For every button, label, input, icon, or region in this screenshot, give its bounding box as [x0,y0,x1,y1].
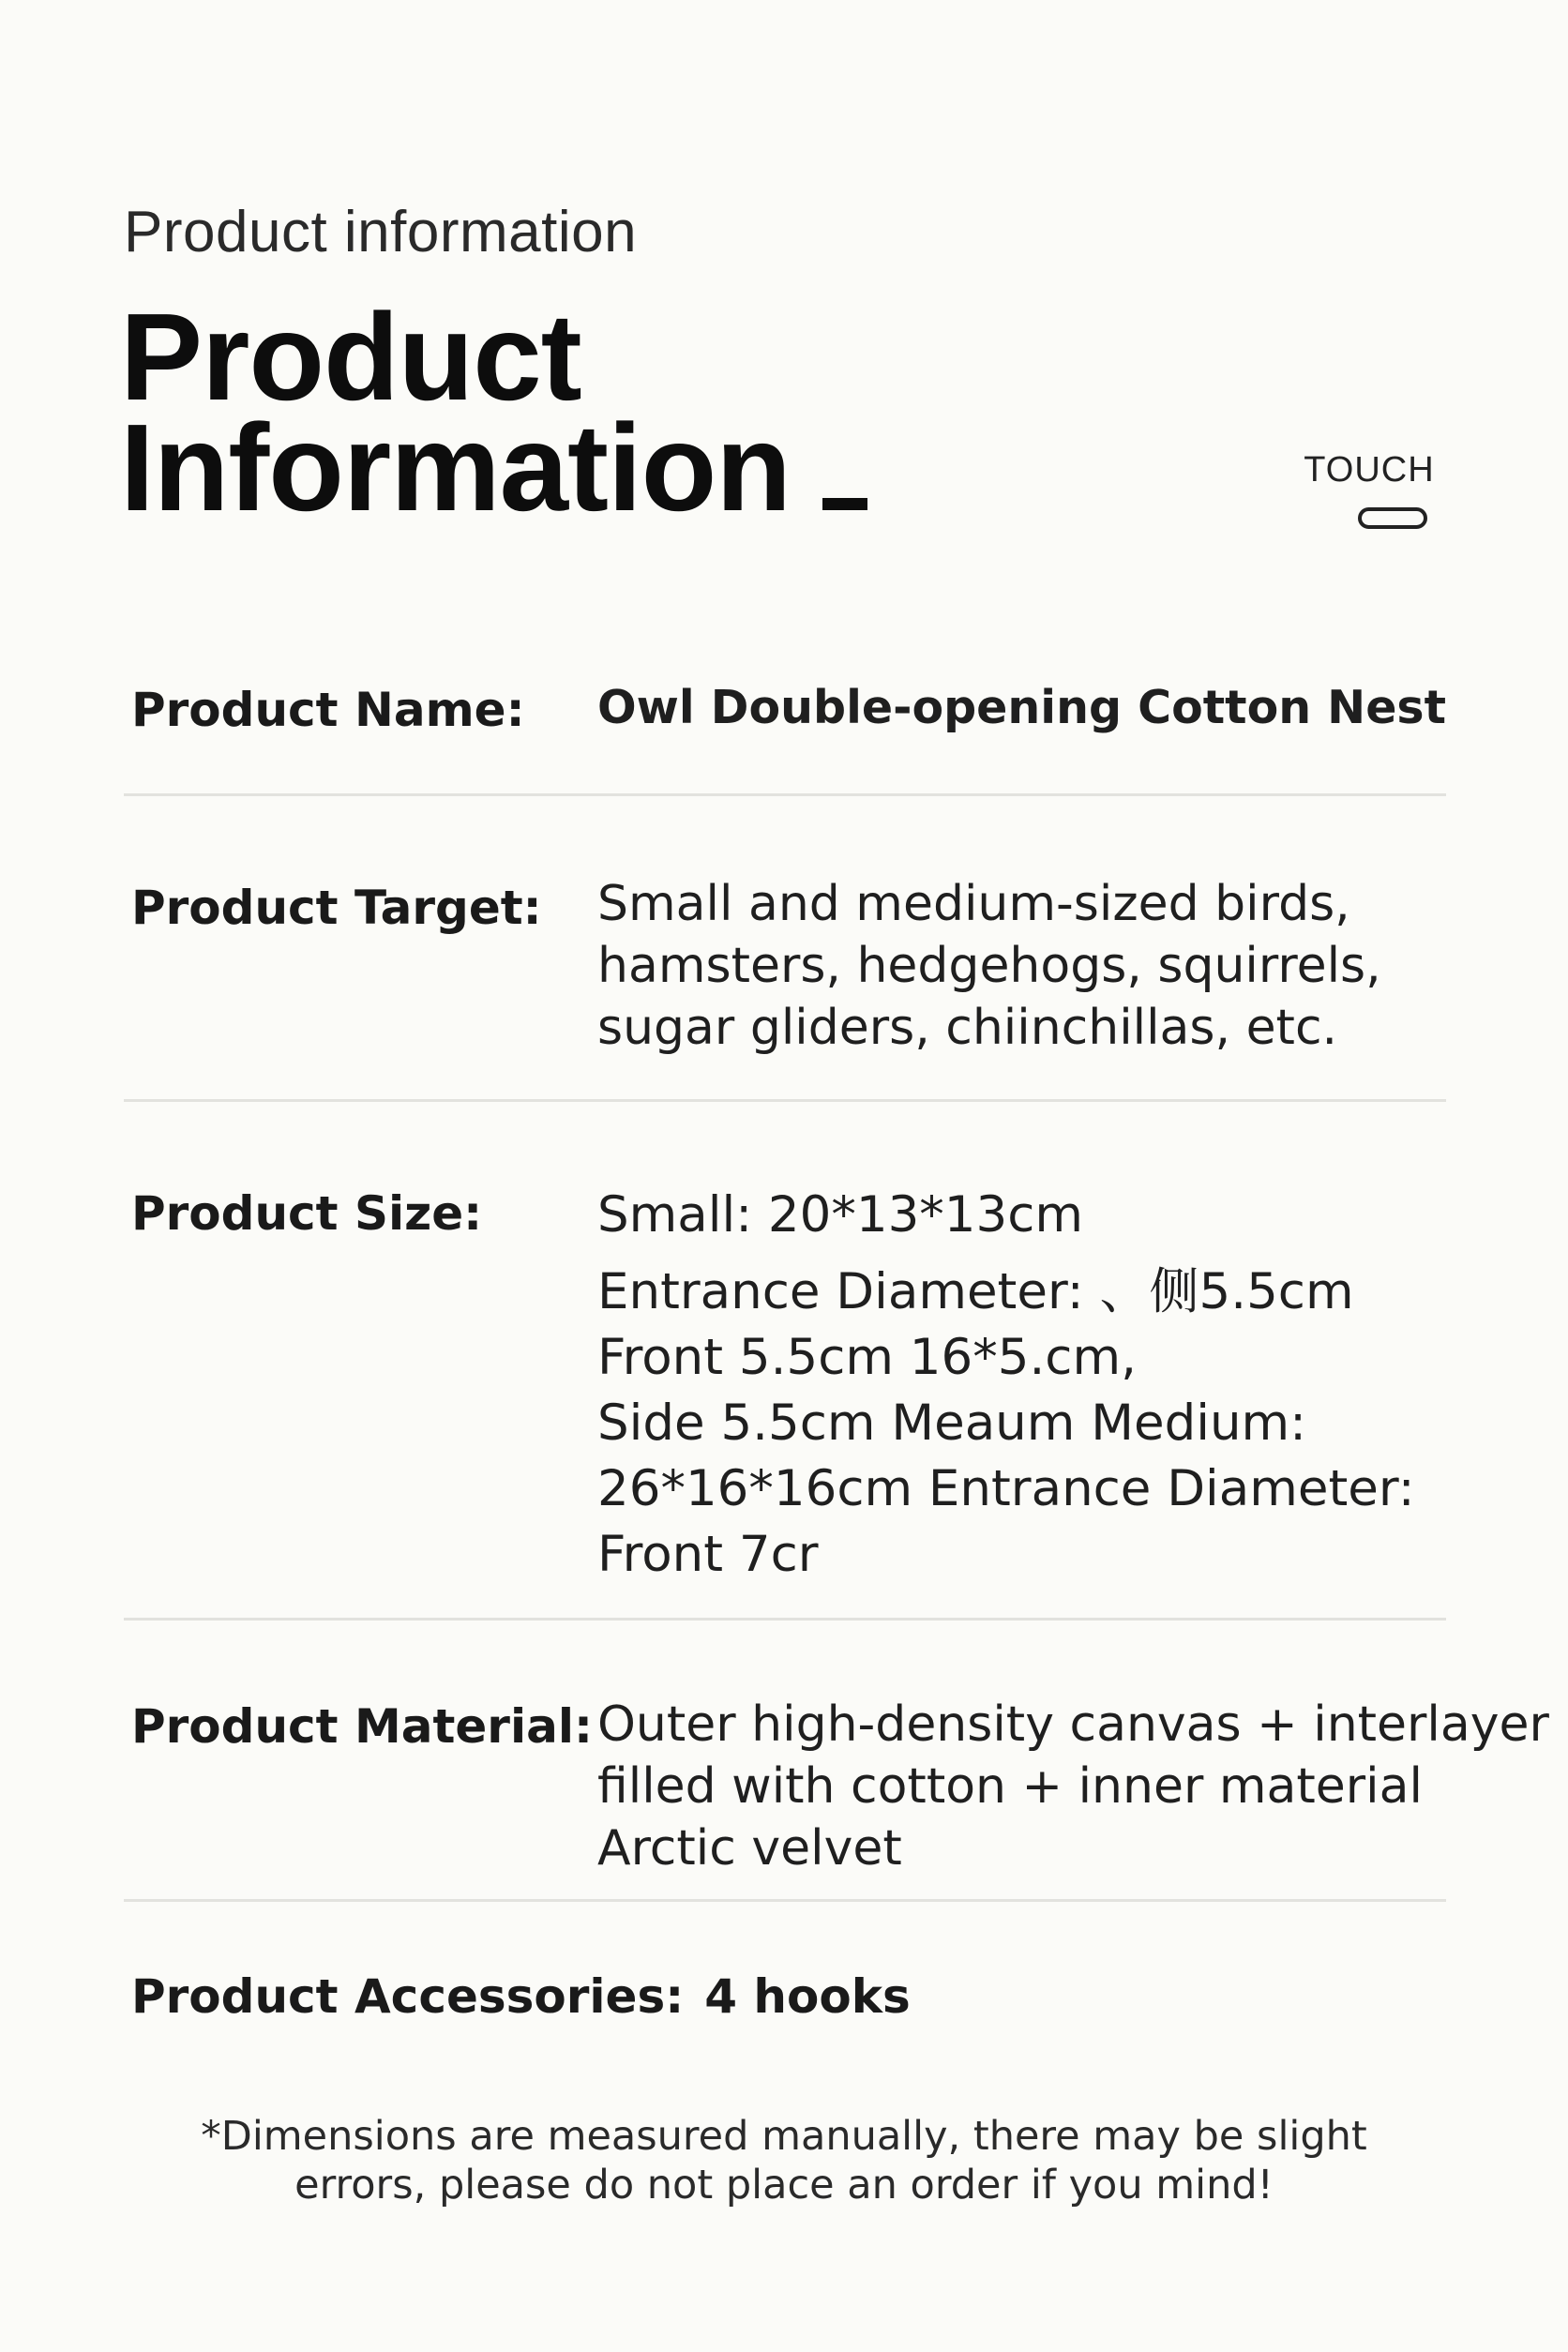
spec-value [597,677,1446,739]
disclaimer-line-2: errors, please do not place an order if you mind! [294,2162,1274,2209]
disclaimer-note [0,2112,1568,2209]
spec-value-line: Small: 20*13*13cm [597,1186,1083,1244]
spec-row-target [124,796,1446,1102]
spec-value-line: sugar gliders, chiinchillas, etc. [597,1000,1338,1056]
title-line-2-wrap [120,399,867,536]
touch-label: TOUCH [1304,450,1435,490]
spec-label: Product Size: [131,1186,483,1241]
spec-value-line: Side 5.5cm Meaum Medium: [597,1395,1307,1452]
disclaimer-line-1: *Dimensions are measured manually, there may be slight [201,2113,1367,2160]
spec-table [124,656,1549,1902]
page-title [120,288,867,536]
spec-value-line: Outer high-density canvas + interlayer [597,1696,1549,1753]
section-eyebrow: Product information [124,200,638,264]
spec-value-line: filled with cotton + inner material [597,1758,1423,1815]
spec-value-line: Entrance Diameter: 、侧5.5cm [597,1263,1354,1320]
title-cursor-underscore [822,498,867,510]
spec-label: Product Material: [131,1699,593,1754]
spec-row-size [124,1102,1446,1621]
title-line-1: Product [120,288,581,426]
spec-value-line: Owl Double-opening Cotton Nest [597,681,1447,734]
accessories-value: 4 hooks [704,1969,911,2024]
spec-value-line: Front 5.5cm 16*5.cm, [597,1329,1137,1386]
spec-label: Product Target: [131,881,542,935]
spec-value [597,1183,1415,1588]
spec-value-line: hamsters, hedgehogs, squirrels, [597,938,1381,994]
spec-value-line: 26*16*16cm Entrance Diameter: [597,1460,1415,1517]
spec-label: Product Name: [131,683,525,737]
spec-row-material [124,1621,1549,1902]
pill-icon [1358,507,1427,529]
spec-row-accessories [131,1969,911,2024]
accessories-label: Product Accessories: [131,1969,685,2024]
spec-value-line: Small and medium-sized birds, [597,876,1350,932]
touch-indicator [1299,450,1440,529]
spec-row-name [124,656,1446,796]
spec-value [597,873,1381,1059]
spec-value [597,1694,1549,1879]
spec-value-line: Front 7cr [597,1526,819,1583]
title-line-2: Information [120,399,791,536]
spec-value-line: Arctic velvet [597,1820,902,1877]
